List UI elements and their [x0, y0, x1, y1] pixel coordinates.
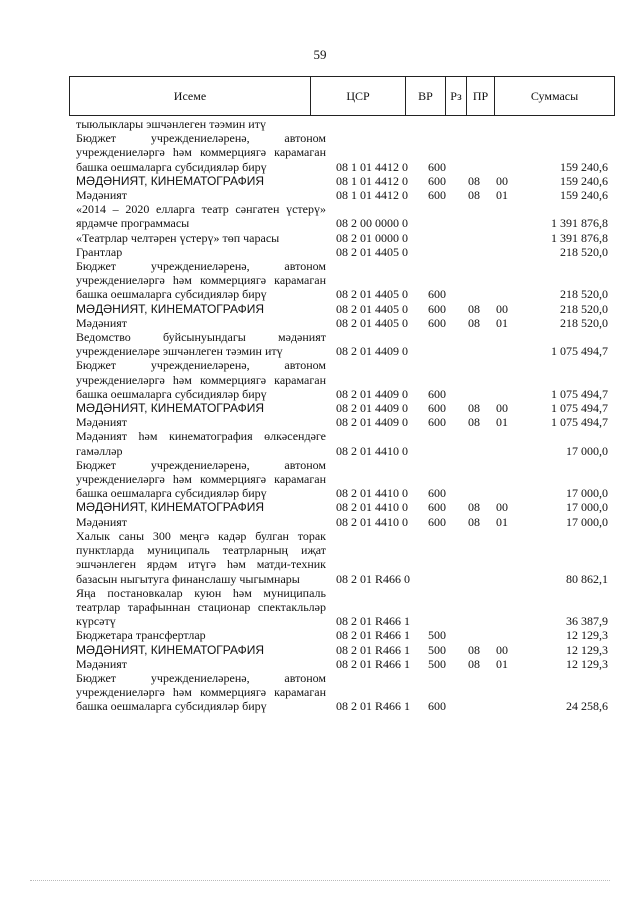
row-vr: 600 [428, 173, 446, 188]
row-rz: 08 [468, 500, 480, 515]
row-sum: 12 129,3 [566, 628, 608, 643]
row-name: МӘДӘНИЯТ, КИНЕМАТОГРАФИЯ [76, 173, 264, 188]
row-vr: 600 [428, 500, 446, 515]
row-sum: 1 075 494,7 [551, 344, 608, 359]
row-rz [468, 358, 488, 401]
row-name: Бюджет учреждениеләренә, автоном учреждениеләргә һәм коммерциягә карамаган башка оешмаларга субсидияләр бирү [76, 457, 326, 501]
table-header [69, 76, 615, 116]
row-sum: 17 000,0 [566, 443, 608, 458]
table-row [76, 529, 608, 586]
row-vr [428, 202, 468, 230]
row-vr [428, 429, 468, 457]
row-vr: 600 [428, 415, 446, 430]
table-row [76, 231, 608, 245]
row-rz: 08 [468, 301, 480, 316]
header-name: Исеме [70, 77, 311, 116]
row-sum: 80 862,1 [566, 571, 608, 586]
row-pr: 00 [496, 500, 508, 515]
row-vr [428, 117, 468, 131]
row-name: Мәдәният һәм кинематография өлкәсендәге гамәлләр [76, 429, 326, 458]
row-rz: 08 [468, 173, 480, 188]
row-vr [428, 245, 468, 259]
row-sum: 159 240,6 [560, 159, 608, 174]
header-rz: Рз [446, 77, 467, 116]
row-sum: 1 391 876,8 [551, 216, 608, 231]
row-sum: 1 391 876,8 [551, 230, 608, 245]
table-row [76, 429, 608, 457]
row-sum: 36 387,9 [566, 614, 608, 629]
table-row [76, 202, 608, 230]
row-sum: 218 520,0 [560, 301, 608, 316]
row-name: тыюлыклары эшчәнлеген тәэмин итү [76, 117, 266, 131]
row-rz [468, 458, 488, 501]
row-name: МӘДӘНИЯТ, КИНЕМАТОГРАФИЯ [76, 500, 264, 515]
row-sum: 1 075 494,7 [551, 415, 608, 430]
row-name: Яңа постановкалар куюн һәм муниципаль театрлар тарафыннан стационар спектакльләр күрсәтү [76, 585, 326, 629]
table-row [76, 316, 608, 330]
table-row [76, 330, 608, 358]
row-pr [488, 259, 516, 302]
table-row [76, 657, 608, 671]
row-name: Мәдәният [76, 188, 128, 203]
table-row [76, 401, 608, 415]
row-rz: 08 [468, 514, 480, 529]
row-name: Мәдәният [76, 514, 128, 529]
row-sum: 17 000,0 [566, 500, 608, 515]
row-rz [468, 330, 488, 358]
table-row [76, 628, 608, 642]
row-sum: 17 000,0 [566, 514, 608, 529]
row-rz [468, 259, 488, 302]
budget-table-body [76, 117, 608, 714]
row-pr [488, 245, 516, 259]
row-rz [468, 231, 488, 245]
row-csr: 08 2 01 4405 0 [336, 301, 408, 316]
row-name: МӘДӘНИЯТ, КИНЕМАТОГРАФИЯ [76, 301, 264, 316]
row-csr: 08 2 01 4405 0 [336, 287, 408, 302]
row-csr: 08 1 01 4412 0 [336, 159, 408, 174]
row-rz [468, 117, 488, 131]
row-sum: 218 520,0 [560, 244, 608, 259]
row-csr: 08 2 01 R466 1 [336, 656, 411, 671]
row-pr [488, 231, 516, 245]
row-pr [488, 358, 516, 401]
row-pr: 00 [496, 173, 508, 188]
row-pr [488, 671, 516, 714]
row-vr: 600 [428, 386, 446, 401]
row-pr [488, 529, 516, 586]
row-vr: 500 [428, 642, 446, 657]
row-csr: 08 2 01 R466 1 [336, 628, 411, 643]
row-pr: 01 [496, 514, 508, 529]
row-csr: 08 2 01 4409 0 [336, 344, 408, 359]
row-csr: 08 2 01 4405 0 [336, 244, 408, 259]
row-vr: 600 [428, 287, 446, 302]
row-vr: 600 [428, 188, 446, 203]
row-rz [468, 671, 488, 714]
row-pr [488, 117, 516, 131]
table-row [76, 586, 608, 629]
row-rz: 08 [468, 415, 480, 430]
row-vr [428, 529, 468, 586]
budget-table [76, 117, 608, 714]
row-name: Грантлар [76, 244, 123, 259]
row-pr [488, 202, 516, 230]
row-vr: 500 [428, 656, 446, 671]
row-sum: 12 129,3 [566, 656, 608, 671]
row-vr: 600 [428, 486, 446, 501]
table-row [76, 117, 608, 131]
row-pr [488, 330, 516, 358]
row-pr [488, 131, 516, 174]
row-name: Бюджет учреждениеләренә, автоном учреждениеләргә һәм коммерциягә карамаган башка оешмаларга субсидияләр бирү [76, 131, 326, 174]
row-rz [468, 245, 488, 259]
row-vr [428, 231, 468, 245]
header-vr: ВР [406, 77, 446, 116]
row-sum: 159 240,6 [560, 188, 608, 203]
row-pr: 00 [496, 301, 508, 316]
row-sum: 17 000,0 [566, 486, 608, 501]
row-csr: 08 2 01 4410 0 [336, 486, 408, 501]
row-sum [516, 117, 608, 131]
row-rz: 08 [468, 315, 480, 330]
row-pr [488, 458, 516, 501]
table-row [76, 358, 608, 401]
row-csr: 08 2 01 4409 0 [336, 386, 408, 401]
row-sum: 1 075 494,7 [551, 386, 608, 401]
row-name: «2014 – 2020 елларга театр сәнгатен үстерү» ярдәмче программасы [76, 202, 326, 231]
row-rz [468, 202, 488, 230]
row-rz [468, 586, 488, 629]
row-rz [468, 131, 488, 174]
scan-edge-line [30, 880, 610, 882]
table-row [76, 259, 608, 302]
row-name: Мәдәният [76, 656, 128, 671]
row-vr: 600 [428, 159, 446, 174]
table-row [76, 302, 608, 316]
row-rz [468, 529, 488, 586]
row-sum: 1 075 494,7 [551, 401, 608, 416]
table-row [76, 131, 608, 174]
row-vr: 600 [428, 514, 446, 529]
table-row [76, 458, 608, 501]
row-rz [468, 429, 488, 457]
row-rz: 08 [468, 401, 480, 416]
row-name: Бюджетара трансфертлар [76, 628, 206, 643]
row-csr: 08 2 01 0000 0 [336, 230, 408, 245]
row-name: Бюджет учреждениеләренә, автоном учреждениеләргә һәм коммерциягә карамаган башка оешмаларга субсидияләр бирү [76, 670, 326, 714]
row-pr: 00 [496, 401, 508, 416]
table-row [76, 415, 608, 429]
header-sum: Суммасы [495, 77, 615, 116]
row-rz: 08 [468, 642, 480, 657]
table-row [76, 515, 608, 529]
row-csr: 08 2 01 R466 1 [336, 699, 411, 714]
row-name: МӘДӘНИЯТ, КИНЕМАТОГРАФИЯ [76, 642, 264, 657]
row-csr: 08 1 01 4412 0 [336, 173, 408, 188]
row-vr: 600 [428, 699, 446, 714]
row-csr: 08 2 01 4405 0 [336, 315, 408, 330]
row-csr: 08 1 01 4412 0 [336, 188, 408, 203]
header-pr: ПР [467, 77, 495, 116]
table-row [76, 174, 608, 188]
row-sum: 218 520,0 [560, 287, 608, 302]
row-csr [334, 117, 428, 131]
table-row [76, 188, 608, 202]
row-pr: 01 [496, 415, 508, 430]
table-row [76, 671, 608, 714]
row-name: Бюджет учреждениеләренә, автоном учреждениеләргә һәм коммерциягә карамаган башка оешмаларга субсидияләр бирү [76, 259, 326, 302]
row-sum: 218 520,0 [560, 315, 608, 330]
row-vr: 600 [428, 315, 446, 330]
table-row [76, 245, 608, 259]
row-name: Халык саны 300 меңгә кадәр булган торак пунктларда муниципаль театрларның иҗат эшчәнлеген ярдәм итүгә һәм матди-техник базасын ныгытуга финанслашу чыгымнары [76, 528, 326, 586]
row-csr: 08 2 01 4409 0 [336, 415, 408, 430]
row-vr: 500 [428, 628, 446, 643]
row-csr: 08 2 00 0000 0 [336, 216, 408, 231]
row-pr [488, 429, 516, 457]
row-csr: 08 2 01 4410 0 [336, 443, 408, 458]
row-pr: 01 [496, 188, 508, 203]
row-rz: 08 [468, 188, 480, 203]
row-vr: 600 [428, 401, 446, 416]
table-row [76, 643, 608, 657]
row-name: Мәдәният [76, 415, 128, 430]
row-pr: 01 [496, 315, 508, 330]
row-pr [488, 586, 516, 629]
row-name: Ведомство буйсынуындагы мәдәният учреждениеләре эшчәнлеген тәэмин итү [76, 330, 326, 359]
header-csr: ЦСР [311, 77, 406, 116]
row-sum: 12 129,3 [566, 642, 608, 657]
row-name: Мәдәният [76, 315, 128, 330]
row-pr [488, 628, 516, 642]
row-rz [468, 628, 488, 642]
row-sum: 159 240,6 [560, 173, 608, 188]
page-number: 59 [313, 47, 327, 62]
row-vr: 600 [428, 301, 446, 316]
row-vr [428, 586, 468, 629]
row-csr: 08 2 01 R466 1 [336, 614, 411, 629]
row-csr: 08 2 01 4409 0 [336, 401, 408, 416]
row-pr: 00 [496, 642, 508, 657]
row-sum: 24 258,6 [566, 699, 608, 714]
table-row [76, 500, 608, 514]
row-name: МӘДӘНИЯТ, КИНЕМАТОГРАФИЯ [76, 401, 264, 416]
row-name: Бюджет учреждениеләренә, автоном учреждениеләргә һәм коммерциягә карамаган башка оешмаларга субсидияләр бирү [76, 358, 326, 401]
row-pr: 01 [496, 656, 508, 671]
row-csr: 08 2 01 4410 0 [336, 500, 408, 515]
row-csr: 08 2 01 R466 1 [336, 642, 411, 657]
row-rz: 08 [468, 656, 480, 671]
row-csr: 08 2 01 R466 0 [336, 571, 411, 586]
row-name: «Театрлар челтәрен үстерү» төп чарасы [76, 230, 280, 245]
row-vr [428, 330, 468, 358]
row-csr: 08 2 01 4410 0 [336, 514, 408, 529]
